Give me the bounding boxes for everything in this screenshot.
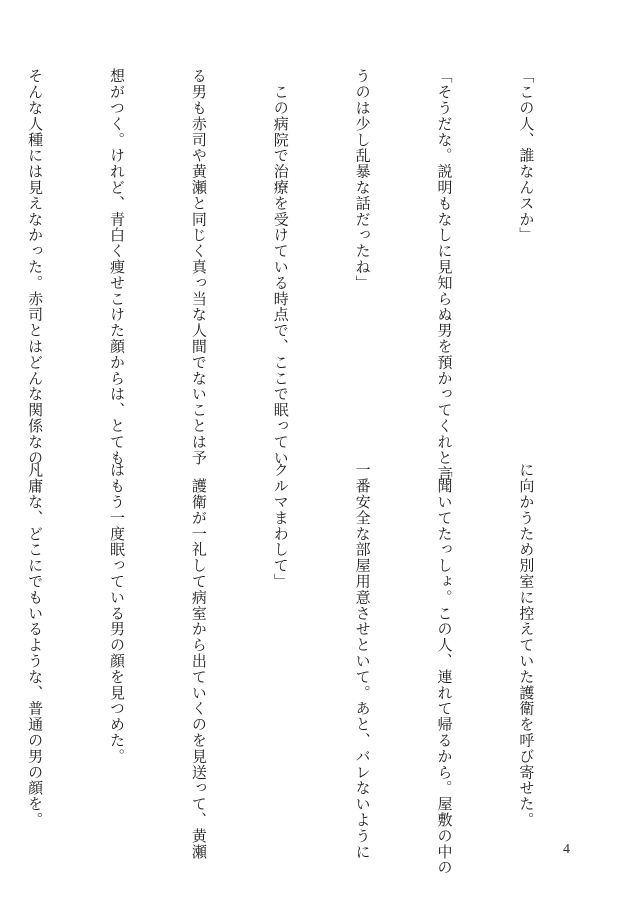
text-line: はもう一度眠っている男の顔を見つめた。 [107, 462, 126, 765]
text-line: クルマまわして」 [271, 462, 290, 590]
text-line: うのは少し乱暴な話だったね」 [353, 68, 372, 291]
text-line: 「この人、誰なんスか」 [517, 68, 536, 243]
text-line: 想がつく。けれど、青白く痩せこけた顔からは、とても [107, 68, 126, 466]
text-line: 護衛が一礼して病室から出ていくのを見送って、黄瀬 [189, 462, 208, 860]
text-line: 凡庸な、どこにでもいるような、普通の男の顔を。 [26, 462, 45, 828]
text-line: 「聞いてたっしょ。この人、連れて帰るから。屋敷の中の [435, 462, 454, 876]
text-line: 「そうだな。説明もなしに見知らぬ男を預かってくれと言 [435, 68, 454, 482]
text-line: この病院で治療を受けている時点で、ここで眠ってい [271, 68, 290, 466]
text-line: 一番安全な部屋用意させといて。あと、バレないように [353, 462, 372, 860]
top-text-block [26, 68, 594, 482]
bottom-text-block [26, 462, 594, 876]
text-line: そんな人種には見えなかった。赤司とはどんな関係なの [26, 68, 45, 466]
page-number: 4 [563, 842, 570, 857]
text-line: る男も赤司や黄瀬と同じく真っ当な人間でないことは予 [189, 68, 208, 466]
text-line: に向かうため別室に控えていた護衛を呼び寄せた。 [517, 462, 536, 828]
